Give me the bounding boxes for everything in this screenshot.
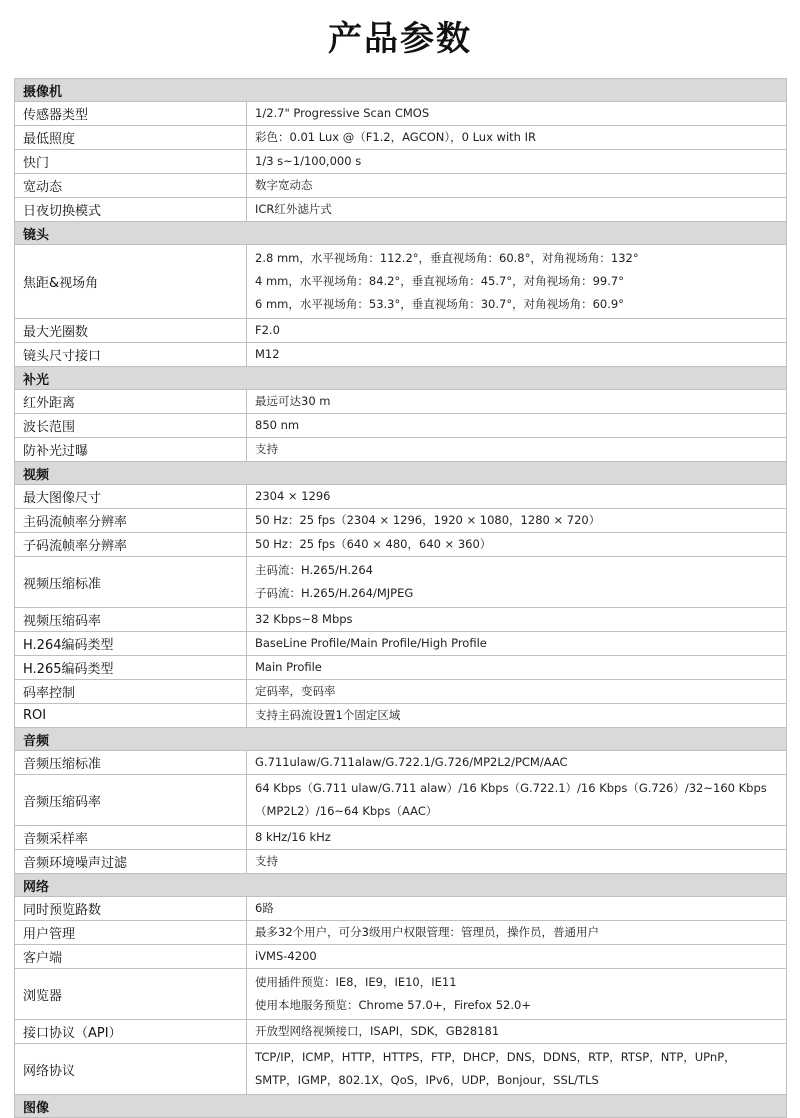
- spec-row: [15, 1020, 787, 1044]
- spec-value-line: 使用本地服务预览：Chrome 57.0+，Firefox 52.0+: [255, 998, 531, 1012]
- spec-value-line: 2304 × 1296: [255, 489, 331, 503]
- spec-value-line: iVMS-4200: [255, 949, 317, 963]
- spec-value-line: 支持: [255, 854, 278, 868]
- spec-label: 视频压缩码率: [15, 608, 247, 632]
- spec-label: 同时预览路数: [15, 897, 247, 921]
- spec-value: [247, 126, 787, 150]
- spec-label: 快门: [15, 150, 247, 174]
- spec-label: 浏览器: [15, 969, 247, 1020]
- section-header: [15, 874, 787, 897]
- spec-row: [15, 533, 787, 557]
- spec-label: 码率控制: [15, 680, 247, 704]
- spec-value: [247, 198, 787, 222]
- spec-label: 镜头尺寸接口: [15, 343, 247, 367]
- spec-row: [15, 632, 787, 656]
- spec-value-line: 4 mm，水平视场角：84.2°，垂直视场角：45.7°，对角视场角：99.7°: [255, 274, 624, 288]
- spec-table-body: [15, 79, 787, 1118]
- page-title: 产品参数: [328, 19, 472, 59]
- spec-label: 客户端: [15, 945, 247, 969]
- spec-value-line: 子码流：H.265/H.264/MJPEG: [255, 586, 414, 600]
- spec-row: [15, 850, 787, 874]
- spec-label: 焦距&视场角: [15, 245, 247, 319]
- spec-label: 宽动态: [15, 174, 247, 198]
- spec-row: [15, 102, 787, 126]
- spec-row: [15, 608, 787, 632]
- spec-value-line: 支持主码流设置1个固定区域: [255, 708, 401, 722]
- spec-value-line: 使用插件预览：IE8，IE9，IE10，IE11: [255, 975, 457, 989]
- spec-row: [15, 751, 787, 775]
- spec-row: [15, 826, 787, 850]
- spec-row: [15, 775, 787, 826]
- spec-label: 防补光过曝: [15, 438, 247, 462]
- spec-label: 日夜切换模式: [15, 198, 247, 222]
- spec-value-line: 定码率，变码率: [255, 684, 336, 698]
- spec-label: 用户管理: [15, 921, 247, 945]
- spec-row: [15, 343, 787, 367]
- spec-row: [15, 198, 787, 222]
- spec-value: [247, 343, 787, 367]
- spec-value-line: M12: [255, 347, 280, 361]
- spec-label: 主码流帧率分辨率: [15, 509, 247, 533]
- spec-value-line: 50 Hz：25 fps（2304 × 1296，1920 × 1080，1280 × 720）: [255, 513, 601, 527]
- spec-value: [247, 245, 787, 319]
- spec-table: [14, 78, 787, 1118]
- spec-value: [247, 969, 787, 1020]
- spec-value: [247, 680, 787, 704]
- spec-value: [247, 897, 787, 921]
- spec-row: [15, 485, 787, 509]
- spec-value: [247, 826, 787, 850]
- spec-row: [15, 438, 787, 462]
- spec-row: [15, 680, 787, 704]
- spec-value-line: 2.8 mm，水平视场角：112.2°，垂直视场角：60.8°，对角视场角：132°: [255, 251, 639, 265]
- spec-label: 音频环境噪声过滤: [15, 850, 247, 874]
- spec-value-line: 8 kHz/16 kHz: [255, 830, 331, 844]
- section-title: 音频: [15, 728, 787, 751]
- spec-label: 子码流帧率分辨率: [15, 533, 247, 557]
- spec-label: 最低照度: [15, 126, 247, 150]
- spec-value-line: 50 Hz：25 fps（640 × 480，640 × 360）: [255, 537, 492, 551]
- spec-value-line: F2.0: [255, 323, 280, 337]
- spec-label: H.264编码类型: [15, 632, 247, 656]
- spec-row: [15, 174, 787, 198]
- spec-row: [15, 969, 787, 1020]
- spec-value-line: 彩色：0.01 Lux @（F1.2，AGCON），0 Lux with IR: [255, 130, 536, 144]
- spec-value: [247, 509, 787, 533]
- spec-value: [247, 775, 787, 826]
- spec-value: [247, 704, 787, 728]
- spec-value: [247, 1020, 787, 1044]
- spec-value: [247, 632, 787, 656]
- spec-row: [15, 414, 787, 438]
- spec-value-line: BaseLine Profile/Main Profile/High Profile: [255, 636, 487, 650]
- spec-label: 视频压缩标准: [15, 557, 247, 608]
- spec-value: [247, 319, 787, 343]
- spec-value: [247, 656, 787, 680]
- spec-value: [247, 414, 787, 438]
- spec-value: [247, 533, 787, 557]
- spec-value-line: 最多32个用户，可分3级用户权限管理：管理员，操作员，普通用户: [255, 925, 599, 939]
- spec-row: [15, 319, 787, 343]
- spec-label: 最大图像尺寸: [15, 485, 247, 509]
- spec-value-line: 数字宽动态: [255, 178, 313, 192]
- spec-row: [15, 897, 787, 921]
- section-header: [15, 1095, 787, 1118]
- section-title: 摄像机: [15, 79, 787, 102]
- section-title: 图像: [15, 1095, 787, 1118]
- spec-value: [247, 485, 787, 509]
- spec-row: [15, 1044, 787, 1095]
- spec-value: [247, 150, 787, 174]
- section-header: [15, 462, 787, 485]
- spec-value-line: 64 Kbps（G.711 ulaw/G.711 alaw）/16 Kbps（G.722.1）/16 Kbps（G.726）/32~160 Kbps: [255, 781, 767, 795]
- spec-label: 音频压缩码率: [15, 775, 247, 826]
- section-title: 补光: [15, 367, 787, 390]
- spec-value: [247, 850, 787, 874]
- spec-value-line: SMTP，IGMP，802.1X，QoS，IPv6，UDP，Bonjour，SSL/TLS: [255, 1073, 599, 1087]
- spec-value: [247, 608, 787, 632]
- spec-value: [247, 945, 787, 969]
- spec-value-line: 支持: [255, 442, 278, 456]
- spec-value-line: 850 nm: [255, 418, 300, 432]
- spec-row: [15, 150, 787, 174]
- spec-row: [15, 945, 787, 969]
- spec-label: 网络协议: [15, 1044, 247, 1095]
- spec-label: 最大光圈数: [15, 319, 247, 343]
- section-header: [15, 728, 787, 751]
- spec-value: [247, 438, 787, 462]
- spec-value-line: 最远可达30 m: [255, 394, 331, 408]
- section-header: [15, 79, 787, 102]
- spec-value-line: G.711ulaw/G.711alaw/G.722.1/G.726/MP2L2/PCM/AAC: [255, 755, 568, 769]
- spec-value: [247, 557, 787, 608]
- spec-label: 传感器类型: [15, 102, 247, 126]
- spec-row: [15, 557, 787, 608]
- spec-value: [247, 1044, 787, 1095]
- spec-row: [15, 704, 787, 728]
- spec-row: [15, 245, 787, 319]
- spec-row: [15, 509, 787, 533]
- section-header: [15, 367, 787, 390]
- section-header: [15, 222, 787, 245]
- spec-value-line: （MP2L2）/16~64 Kbps（AAC）: [255, 804, 438, 818]
- spec-label: ROI: [15, 704, 247, 728]
- spec-value: [247, 921, 787, 945]
- section-title: 镜头: [15, 222, 787, 245]
- spec-label: 波长范围: [15, 414, 247, 438]
- spec-value: [247, 390, 787, 414]
- spec-label: 音频压缩标准: [15, 751, 247, 775]
- spec-value-line: 6路: [255, 901, 274, 915]
- spec-label: 接口协议（API）: [15, 1020, 247, 1044]
- spec-row: [15, 921, 787, 945]
- spec-value-line: 主码流：H.265/H.264: [255, 563, 373, 577]
- spec-value: [247, 174, 787, 198]
- section-title: 网络: [15, 874, 787, 897]
- spec-value-line: Main Profile: [255, 660, 322, 674]
- spec-value: [247, 751, 787, 775]
- spec-row: [15, 656, 787, 680]
- spec-value-line: 开放型网络视频接口，ISAPI，SDK，GB28181: [255, 1024, 500, 1038]
- spec-value-line: ICR红外滤片式: [255, 202, 332, 216]
- spec-row: [15, 126, 787, 150]
- spec-value-line: 1/3 s~1/100,000 s: [255, 154, 362, 168]
- spec-label: H.265编码类型: [15, 656, 247, 680]
- spec-value: [247, 102, 787, 126]
- spec-value-line: 1/2.7" Progressive Scan CMOS: [255, 106, 430, 120]
- spec-value-line: TCP/IP，ICMP，HTTP，HTTPS，FTP，DHCP，DNS，DDNS，RTP，RTSP，NTP，UPnP，: [255, 1050, 736, 1064]
- section-title: 视频: [15, 462, 787, 485]
- spec-label: 音频采样率: [15, 826, 247, 850]
- spec-value-line: 32 Kbps~8 Mbps: [255, 612, 353, 626]
- spec-value-line: 6 mm，水平视场角：53.3°，垂直视场角：30.7°，对角视场角：60.9°: [255, 297, 624, 311]
- spec-row: [15, 390, 787, 414]
- spec-label: 红外距离: [15, 390, 247, 414]
